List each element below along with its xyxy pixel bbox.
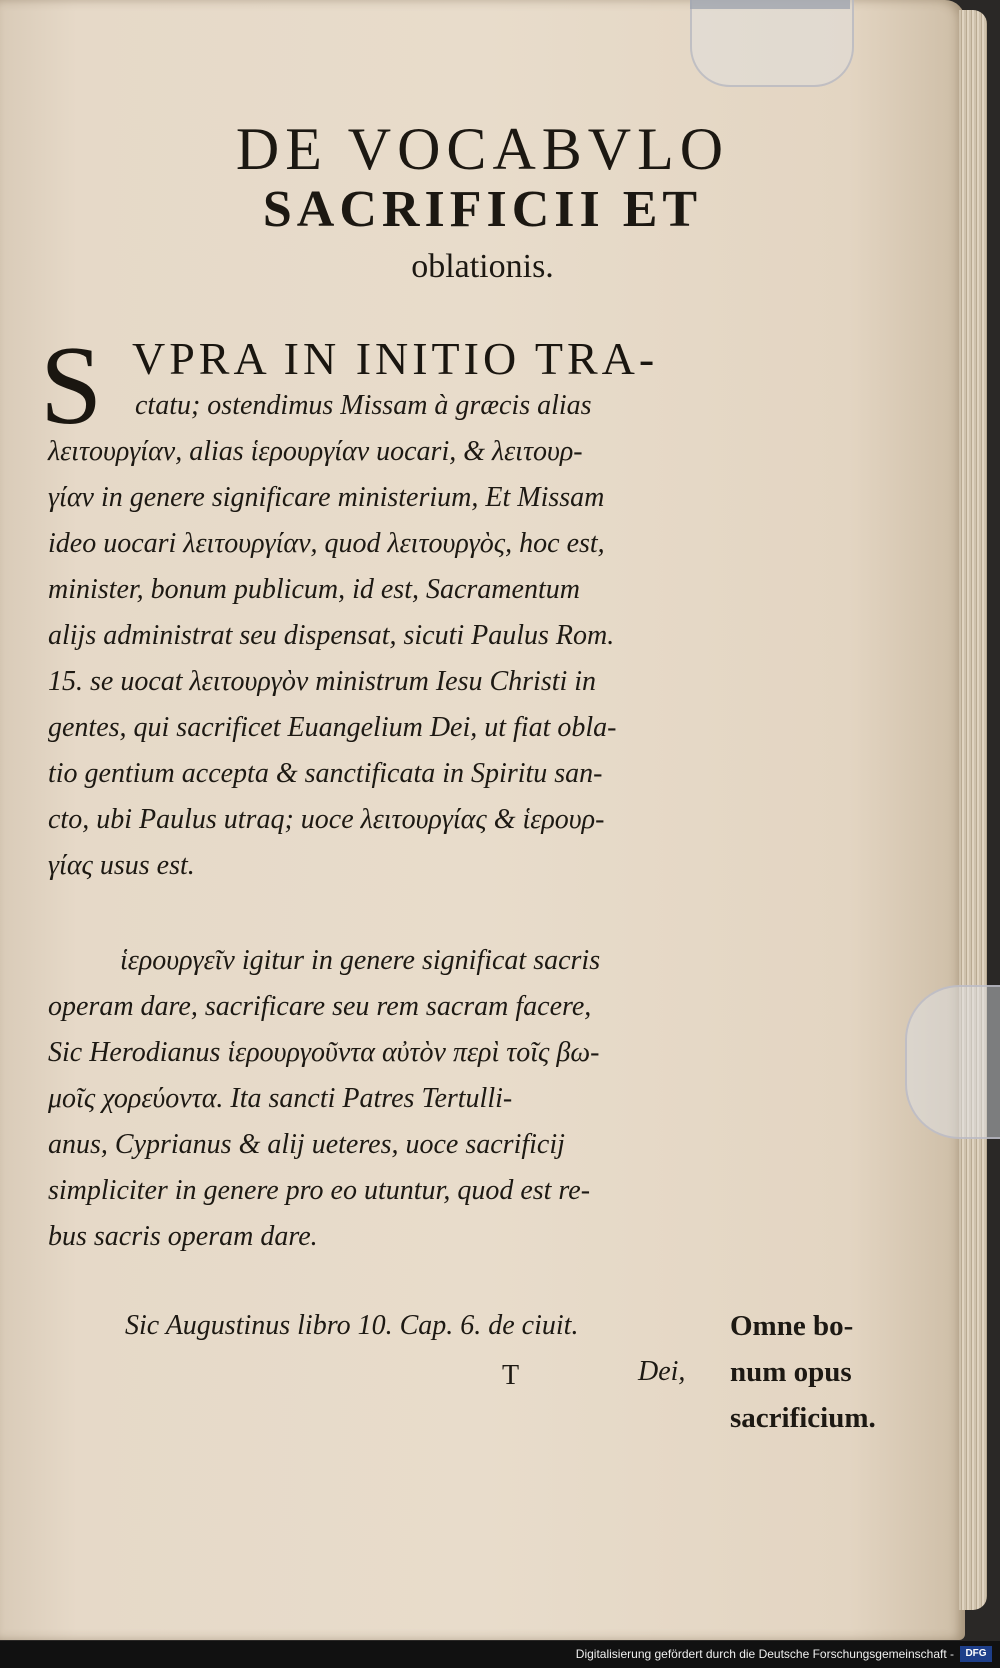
body-line: cto, ubi Paulus utraq; uoce λειτουργίας & ἱερουρ- [48, 804, 605, 835]
signature-mark: T [502, 1360, 520, 1391]
body-line: γίας usus est. [48, 850, 195, 881]
body-line: operam dare, sacrificare seu rem sacram facere, [48, 991, 592, 1022]
body-line: tio gentium accepta & sanctificata in Spiritu san- [48, 758, 603, 789]
page-clip-top [690, 0, 854, 87]
body-line: minister, bonum publicum, id est, Sacramentum [48, 574, 580, 605]
initial-letter: S [40, 324, 103, 448]
margin-note-line-1: Omne bo- [730, 1310, 854, 1342]
heading-line-2: SACRIFICII ET [262, 181, 703, 238]
body-line: simpliciter in genere pro eo utuntur, quod est re- [48, 1175, 591, 1206]
footer-bar [0, 1641, 1000, 1668]
body-line: ἱερουργεῖν igitur in genere significat sacris [120, 945, 601, 976]
dfg-logo: DFG [960, 1646, 992, 1662]
footer-credit: Digitalisierung gefördert durch die Deutsche Forschungsgemeinschaft - [575, 1647, 954, 1661]
first-line-caps: VPRA IN INITIO TRA- [132, 333, 659, 384]
body-line: Sic Augustinus libro 10. Cap. 6. de ciuit. [125, 1310, 579, 1341]
heading-line-3: oblationis. [411, 248, 554, 285]
heading-line-1: DE VOCABVLO [235, 116, 730, 182]
page-clip-side [905, 985, 1000, 1139]
margin-note-line-3: sacrificium. [730, 1402, 876, 1434]
body-line: ctatu; ostendimus Missam à græcis alias [135, 390, 592, 421]
body-line: 15. se uocat λειτουργὸν ministrum Iesu Christi in [48, 666, 597, 697]
body-line: anus, Cyprianus & alij ueteres, uoce sacrificij [48, 1129, 565, 1160]
body-line: λειτουργίαν, alias ἱερουργίαν uocari, & λειτουρ- [48, 436, 583, 467]
body-line: bus sacris operam dare. [48, 1221, 318, 1252]
body-line: μοῖς χορεύοντα. Ita sancti Patres Tertulli- [48, 1083, 513, 1114]
body-line: ideo uocari λειτουργίαν, quod λειτουργὸς, hoc est, [48, 528, 605, 559]
body-line: γίαν in genere significare ministerium, Et Missam [48, 482, 605, 513]
body-line: alijs administrat seu dispensat, sicuti Paulus Rom. [48, 620, 615, 651]
body-line-end: Dei, [638, 1356, 686, 1387]
body-line: Sic Herodianus ἱερουργοῦντα αὐτὸν περὶ τοῖς βω- [48, 1037, 600, 1068]
body-line: gentes, qui sacrificet Euangelium Dei, ut fiat obla- [48, 712, 617, 743]
margin-note-line-2: num opus [730, 1356, 852, 1388]
